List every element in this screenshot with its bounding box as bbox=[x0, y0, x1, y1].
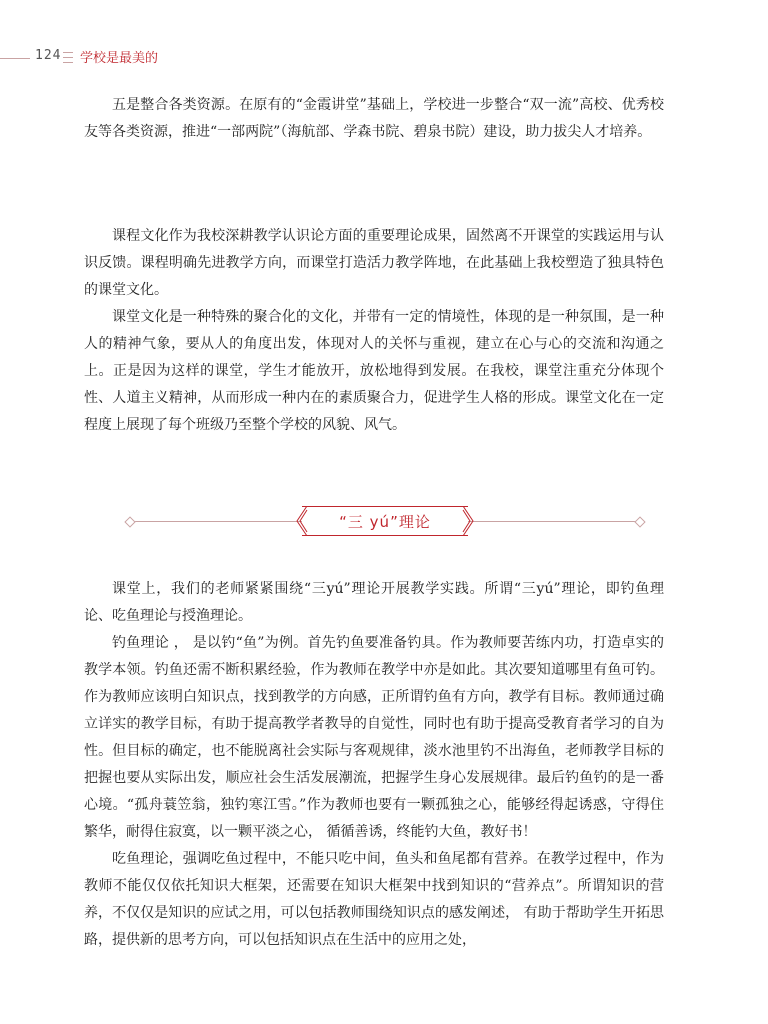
heading-rule-left bbox=[130, 521, 302, 522]
heading-rule-right bbox=[468, 521, 640, 522]
paragraph: 课堂文化是一种特殊的聚合化的文化，并带有一定的情境性，体现的是一种氛围，是一种人的精神气象，要从人的角度出发，体现对人的关怀与重视，建立在心与心的交流和沟通之上。正是因为这样的课堂，学生才能放开，放松地得到发展。在我校，课堂注重充分体现个性、人道主义精神，从而形成一种内在的素质聚合力，促进学生人格的形成。课堂文化在一定程度上展现了每个班级乃至整个学校的风貌、风气。 bbox=[84, 309, 664, 433]
paragraph: 五是整合各类资源。在原有的“金霞讲堂”基础上，学校进一步整合“双一流”高校、优秀校友等各类资源，推进“一部两院”（海航部、学森书院、碧泉书院）建设，助力拔尖人才培养。 bbox=[84, 97, 664, 140]
section-title: “三 yú”理论 bbox=[339, 513, 431, 531]
paragraph: 课程文化作为我校深耕教学认识论方面的重要理论成果，固然离不开课堂的实践运用与认识反馈。课程明确先进教学方向，而课堂打造活力教学阵地，在此基础上我校塑造了独具特色的课堂文化。 bbox=[84, 228, 664, 298]
heading-rule-right-ornament bbox=[634, 516, 645, 527]
body-block-3 bbox=[84, 576, 664, 954]
page-number: 124 bbox=[35, 48, 62, 63]
header-ornament bbox=[63, 52, 73, 63]
section-heading bbox=[0, 506, 768, 538]
header-rule bbox=[0, 58, 30, 59]
running-title: 学校是最美的 bbox=[80, 51, 159, 66]
paragraph: 钓鱼理论 ， 是以钓“鱼”为例。首先钓鱼要准备钓具。作为教师要苦练内功，打造卓实的教学本领。钓鱼还需不断积累经验，作为教师在教学中亦是如此。其次要知道哪里有鱼可钓。作为教师应该明白知识点，找到教学的方向感，正所谓钓鱼有方向，教学有目标。教师通过确立详实的教学目标，有助于提高教学者教导的自觉性，同时也有助于提高受教育者学习的自为性。但目标的确定，也不能脱离社会实际与客观规律，淡水池里钓不出海鱼，老师教学目标的把握也要从实际出发，顺应社会生活发展潮流，把握学生身心发展规律。最后钓鱼钓的是一番心境。“孤舟蓑笠翁，独钓寒江雪。”作为教师也要有一颗孤独之心，能够经得起诱惑，守得住繁华，耐得住寂寞，以一颗平淡之心， 循循善诱，终能钓大鱼，教好书！ bbox=[84, 635, 664, 840]
paragraph: 课堂上，我们的老师紧紧围绕“三yú”理论开展教学实践。所谓“三yú”理论，即钓鱼理论、吃鱼理论与授渔理论。 bbox=[84, 581, 664, 624]
body-block-1 bbox=[84, 92, 664, 146]
heading-rule-left-ornament bbox=[124, 516, 135, 527]
body-block-2 bbox=[84, 223, 664, 439]
page-header bbox=[0, 46, 768, 70]
paragraph: 吃鱼理论，强调吃鱼过程中，不能只吃中间，鱼头和鱼尾都有营养。在教学过程中，作为教师不能仅仅依托知识大框架，还需要在知识大框架中找到知识的“营养点”。所谓知识的营养，不仅仅是知识的应试之用，可以包括教师围绕知识点的感发阐述， 有助于帮助学生开拓思路，提供新的思考方向，可以包括知识点在生活中的应用之处， bbox=[84, 851, 664, 948]
